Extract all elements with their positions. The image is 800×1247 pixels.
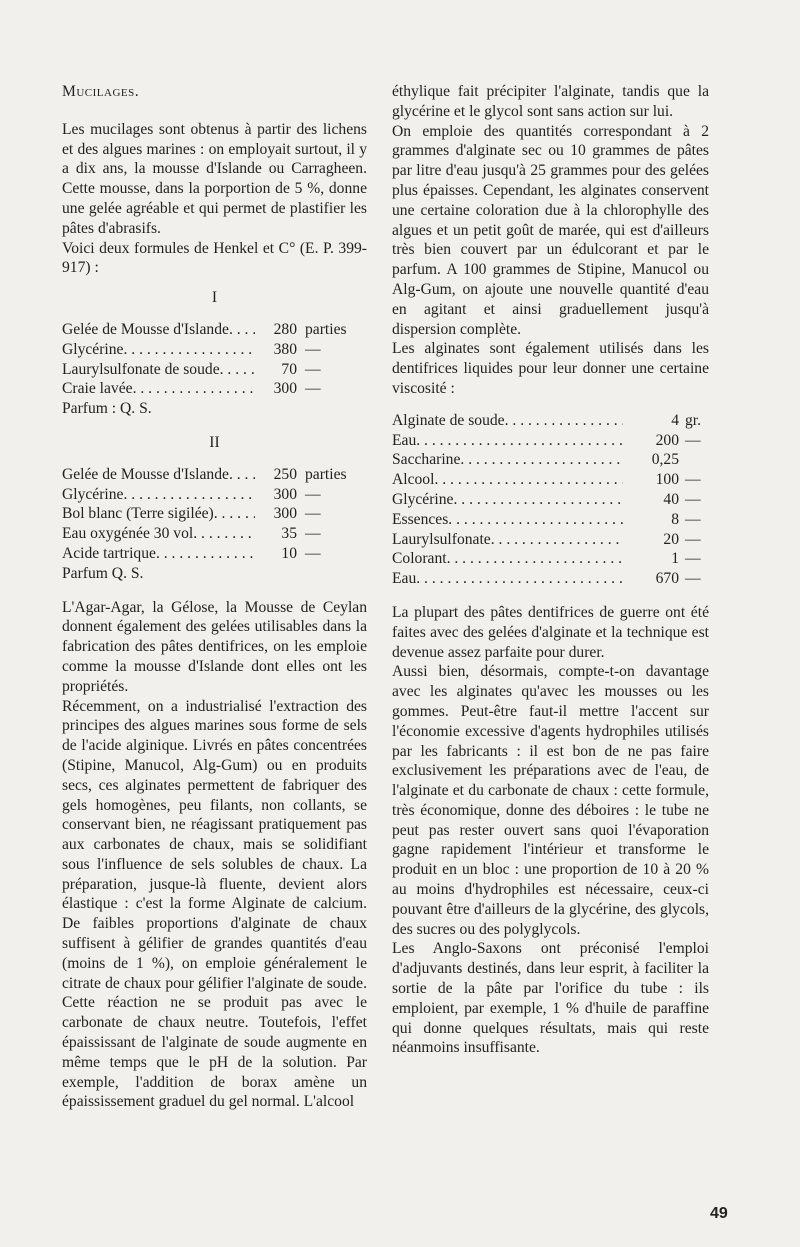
page-number: 49 — [710, 1205, 728, 1222]
formula-table — [62, 465, 367, 584]
formula-row: Glycérine . . . 300 — — [62, 485, 367, 505]
formula-row: Saccharine . . . 0,25 — [392, 450, 709, 470]
formula-row: Craie lavée . . . 300 — — [62, 379, 367, 399]
paragraph: Les alginates sont également utilisés dans les dentifrices liquides pour leur donner une certaine viscosité : — [392, 340, 709, 397]
formula-row: Essences . . . 8 — — [392, 510, 709, 530]
formula-row: Eau . . . 200 — — [392, 431, 709, 451]
left-column — [62, 82, 367, 1112]
formula-row: Alginate de soude . . . 4 gr. — [392, 411, 709, 431]
paragraph: Récemment, on a industrialisé l'extraction des principes des algues marines sous forme de sels de l'acide alginique. Livrés en pâtes concentrées (Stipine, Manucol, Alg-Gum) ou en produits secs, ces alginates permettent de fabriquer des gels homogènes, peu filants, non collants, se conservant bien, ne réagissant pratiquement pas aux carbonates de chaux, mais se solidifiant sous l'influence de sels solubles de chaux. La préparation, jusque-là fluente, devient alors élastique : c'est la forme Alginate de calcium. De faibles proportions d'alginate de chaux suffisent à gélifier de grandes quantités d'eau (moins de 1 %), on emploie généralement le citrate de chaux pour gélifier l'alginate de soude. Cette réaction ne se produit pas avec le carbonate de chaux neutre. Toutefois, l'effet épaississant de l'alginate de soude augmente en même temps que le pH de la solution. Par exemple, l'addition de borax amène un épaississement graduel du gel normal. L'alcool — [62, 697, 367, 1111]
formula-row: Laurylsulfonate de soude . . . 70 — — [62, 360, 367, 380]
section-heading: Mucilages. — [62, 83, 140, 100]
formula-row: Bol blanc (Terre sigilée) . . . 300 — — [62, 504, 367, 524]
paragraph: Les Anglo-Saxons ont préconisé l'emploi d'adjuvants destinés, dans leur esprit, à faciliter la sortie de la pâte par l'orifice du tube : ils emploient, par exemple, 1 % d'huile de paraffine qui donne quelques résultats, mais qui reste néanmoins insuffisante. — [392, 940, 709, 1057]
paragraph: La plupart des pâtes dentifrices de guerre ont été faites avec des gelées d'alginate et la technique est devenue assez parfaite pour durer. — [392, 603, 709, 661]
formula-row: Gelée de Mousse d'Islande . . . 250 parties — [62, 465, 367, 485]
formula-row: Parfum : Q. S. — [62, 400, 152, 418]
formula-row: Parfum Q. S. — [62, 564, 144, 582]
paragraph: Aussi bien, désormais, compte-t-on davantage avec les alginates qu'avec les mousses ou les gommes. Peut-être faut-il mettre l'accent sur l'économie excessive d'agents hydrophiles utilisés par les fabricants : il est bon de ne pas faire exclusivement les préparations avec de l'eau, de l'alginate et du carbonate de chaux : cette formule, très économique, donne des déboires : le tube ne peut pas rester ouvert sans quoi l'évaporation gagne rapidement l'intérieur et transforme le produit en un bloc : une proportion de 10 à 20 % au moins d'hydrophiles est nécessaire, ceux-ci pouvant être d'ailleurs de la glycérine, des glycols, des sucres ou des polyglycols. — [392, 663, 709, 938]
paragraph: Voici deux formules de Henkel et C° (E. P. 399-917) : — [62, 239, 367, 277]
formula-row: Laurylsulfonate . . . 20 — — [392, 530, 709, 550]
paragraph: L'Agar-Agar, la Gélose, la Mousse de Ceylan donnent également des gelées utilisables dans la fabrication des pâtes dentifrices, on les emploie comme la mousse d'Islande dont elles ont les propriétés. — [62, 598, 367, 695]
formula-table — [392, 411, 709, 589]
formula-table — [62, 320, 367, 419]
formula-row: Glycérine . . . 40 — — [392, 490, 709, 510]
formula-row: Alcool . . . 100 — — [392, 470, 709, 490]
formula-row: Acide tartrique . . . 10 — — [62, 544, 367, 564]
formula-row: Eau oxygénée 30 vol . . . 35 — — [62, 524, 367, 544]
formula-title: II — [209, 433, 220, 451]
right-column — [392, 82, 709, 1058]
formula-row: Eau . . . 670 — — [392, 569, 709, 589]
formula-row: Colorant . . . 1 — — [392, 549, 709, 569]
formula-row: Gelée de Mousse d'Islande . . . 280 parties — [62, 320, 367, 340]
paragraph: éthylique fait précipiter l'alginate, tandis que la glycérine et le glycol sont sans action sur lui. — [392, 83, 709, 120]
paragraph: Les mucilages sont obtenus à partir des lichens et des algues marines : on employait surtout, il y a dix ans, la mousse d'Islande ou Carragheen. Cette mousse, dans la porportion de 5 %, donne une gelée agréable et qui permet de plastifier les pâtes d'abrasifs. — [62, 120, 367, 237]
formula-row: Glycérine . . . 380 — — [62, 340, 367, 360]
formula-title: I — [211, 289, 218, 307]
paragraph: On emploie des quantités correspondant à 2 grammes d'alginate sec ou 10 grammes de pâtes par litre d'eau jusqu'à 25 grammes pour des gelées plus épaisses. Cependant, les alginates conservent une certaine coloration due à la chlorophylle des algues et un petit goût de marée, qui est d'ailleurs très bien couvert par un édulcorant et par le parfum. A 100 grammes de Stipine, Manucol ou Alg-Gum, on ajoute une nouvelle quantité d'eau en agitant et ainsi graduellement jusqu'à dispersion complète. — [392, 122, 709, 338]
